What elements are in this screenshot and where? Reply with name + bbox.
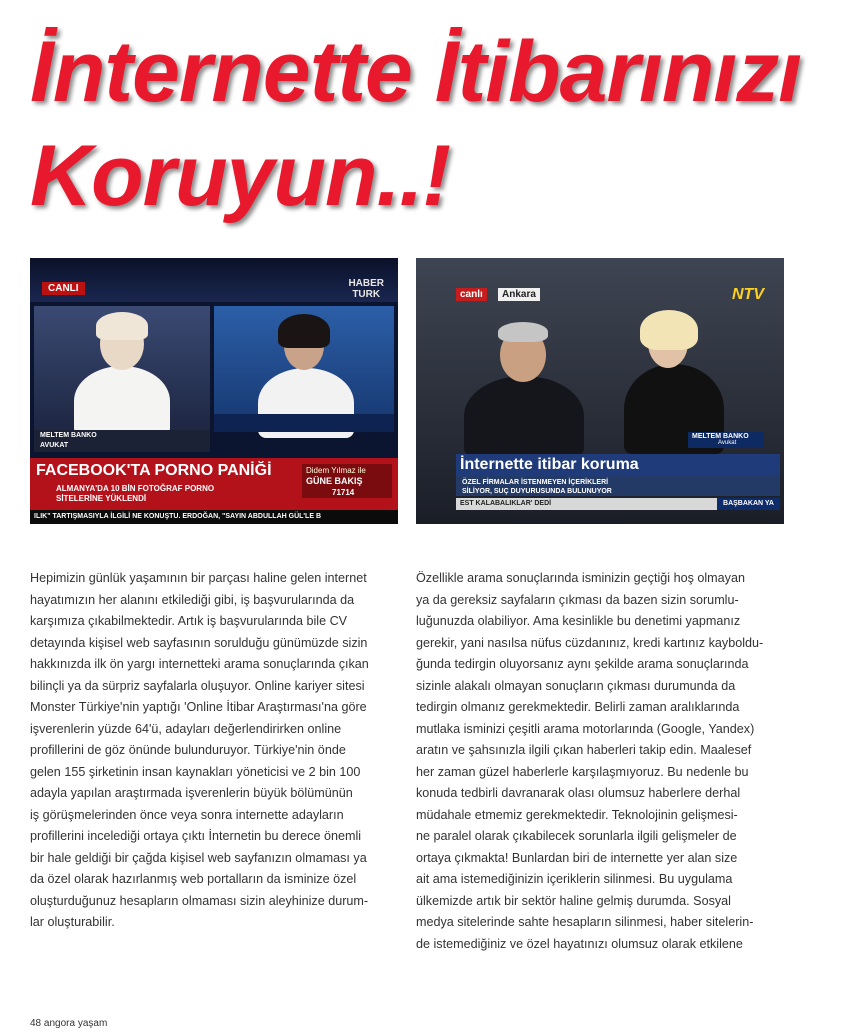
body-line: gelen 155 şirketinin insan kaynakları yöneticisi ve 2 bin 100 bbox=[30, 764, 361, 779]
live-badge: CANLI bbox=[42, 282, 85, 295]
channel-logo-line-1: HABER bbox=[348, 278, 384, 289]
lower-third-sub-1: ALMANYA'DA 10 BİN FOTOĞRAF PORNO bbox=[56, 484, 215, 493]
guest-name: MELTEM BANKO bbox=[692, 433, 749, 440]
body-line: medya sitelerinde sahte hesapların silinmesi, haber sitelerin- bbox=[416, 915, 754, 929]
body-line: hayatımızın her alanını etkilediği gibi, iş başvurularında da bbox=[30, 592, 355, 607]
channel-logo bbox=[348, 278, 384, 300]
body-line: müdahale etmemiz gerekmektedir. Teknolojinin gelişmesi- bbox=[416, 807, 738, 822]
body-line: işverenlerin yüzde 64'ü, adayları değerlendirirken online bbox=[30, 721, 342, 736]
body-line: ortaya çıkmakta! Bunlardan biri de internette yer alan size bbox=[416, 850, 738, 865]
body-line: sizinle alakalı olmayan sonuçların çıkması durumunda da bbox=[416, 678, 736, 693]
body-line: de istemediğiniz ve özel hayatınızı olumsuz olarak etkilene bbox=[416, 936, 743, 951]
program-badge bbox=[302, 464, 392, 498]
lower-third-sub-1: ÖZEL FİRMALAR İSTENMEYEN İÇERİKLERİ bbox=[462, 479, 609, 486]
body-line: tedirgin olmanız gerekmektedir. Belirli zaman aralıklarında bbox=[416, 700, 740, 714]
body-line: profillerini de göz önünde bulunduruyor. Türkiye'nin önde bbox=[30, 743, 346, 757]
body-line: Monster Türkiye'nin yaptığı 'Online İtibar Araştırması'na göre bbox=[30, 700, 367, 714]
anchor-panel bbox=[214, 306, 394, 432]
body-line: lar oluşturabilir. bbox=[30, 915, 115, 929]
tv-top-bar bbox=[30, 258, 398, 302]
tv-screenshot-ntv bbox=[416, 258, 784, 524]
lower-third-sub-2: SİLİYOR, SUÇ DUYURUSUNDA BULUNUYOR bbox=[462, 488, 612, 495]
body-line: ülkemizde artık bir sektör haline gelmiş durumda. Sosyal bbox=[416, 893, 731, 908]
lower-third-sub bbox=[456, 476, 780, 496]
lower-third-sub bbox=[56, 484, 214, 504]
body-line: ğunda tedirgin oluyorsanız aynı şekilde arama sonuçlarında bbox=[416, 657, 749, 671]
live-badge: canlı bbox=[456, 288, 487, 301]
body-line: detayında kişisel web sayfasının sorulduğu günümüzde sizin bbox=[30, 635, 368, 650]
channel-logo-line-2: TURK bbox=[352, 289, 381, 300]
body-line: bir hale geldiği bir çağda kişisel web sayfanızın olmaması ya bbox=[30, 850, 367, 865]
guest-panel bbox=[34, 306, 210, 432]
lower-third bbox=[30, 458, 398, 510]
body-line: adayla yapılan araştırmada işverenlerin büyük bölümünün bbox=[30, 786, 353, 800]
body-line: bilinçli ya da sürpriz sayfalarla oluşuyor. Online kariyer sitesi bbox=[30, 678, 365, 693]
headline-line-2: Koruyun..! bbox=[30, 128, 450, 224]
channel-logo: NTV bbox=[732, 286, 764, 303]
page-footer: 48 angora yaşam bbox=[30, 1018, 108, 1029]
anchor-figure-hair bbox=[278, 314, 330, 348]
lower-third-headline: İnternette itibar koruma bbox=[456, 454, 780, 476]
guest-role: AVUKAT bbox=[40, 442, 69, 449]
location-badge: Ankara bbox=[498, 288, 540, 301]
body-line: Özellikle arama sonuçlarında isminizin geçtiği hoş olmayan bbox=[416, 571, 745, 585]
body-line: her zaman güzel haberlerle karşılaşmıyoruz. Bu nedenle bu bbox=[416, 764, 749, 779]
news-ticker bbox=[456, 498, 780, 510]
body-line: Hepimizin günlük yaşamının bir parçası haline gelen internet bbox=[30, 571, 367, 585]
program-title: GÜNE BAKIŞ bbox=[306, 476, 363, 486]
body-line: ne paralel olarak çıkabilecek sorunlarla ilgili gelişmeler de bbox=[416, 829, 737, 843]
body-line: konuda tedbirli davranarak olası olumsuz haberlere derhal bbox=[416, 786, 741, 800]
body-line: ya da gereksiz sayfaların çıkması da bazen sizin sorumlu- bbox=[416, 592, 739, 607]
news-ticker-text: EST KALABALIKLAR' DEDİ bbox=[460, 500, 552, 507]
anchor-figure-body bbox=[464, 376, 584, 456]
news-ticker-right: BAŞBAKAN YA bbox=[717, 498, 780, 510]
lower-third-headline: FACEBOOK'TA PORNO PANİĞİ bbox=[36, 462, 272, 479]
body-line: hakkınızda ilk ön yargı internetteki arama sonuçlarında çıkan bbox=[30, 657, 369, 671]
tv-screenshot-haberturk bbox=[30, 258, 398, 524]
body-line: karşımıza çıkabilmektedir. Artık iş başvurularında bile CV bbox=[30, 614, 348, 628]
body-line: mutlaka isminizi çeşitli arama motorlarında (Google, Yandex) bbox=[416, 721, 755, 736]
program-host: Didem Yılmaz ile bbox=[306, 466, 366, 475]
body-line: da özel olarak hazırlanmış web portalların da isminize özel bbox=[30, 872, 357, 886]
news-ticker: ILIK" TARTIŞMASIYLA İLGİLİ NE KONUŞTU. ERDOĞAN, "SAYIN ABDULLAH GÜL'LE B bbox=[30, 510, 398, 524]
studio-desk bbox=[214, 414, 394, 432]
body-line: profillerini incelediği ortaya çıktı İnternetin bu derece önemli bbox=[30, 829, 362, 843]
guest-figure-body bbox=[74, 366, 170, 436]
headline bbox=[30, 20, 830, 228]
body-column-left bbox=[30, 568, 390, 934]
headline-line-1: İnternette İtibarınızı bbox=[30, 24, 802, 120]
guest-name-strap bbox=[688, 432, 764, 448]
guest-role: Avukat bbox=[718, 440, 737, 446]
guest-name: MELTEM BANKO bbox=[40, 432, 97, 439]
lower-third-sub-2: SİTELERİNE YÜKLENDİ bbox=[56, 494, 147, 503]
guest-figure-hair bbox=[640, 310, 698, 350]
body-line: aratın ve şahsınızla ilgili çıkan haberleri takip edin. Maalesef bbox=[416, 743, 752, 757]
body-line: gerekir, yani nasılsa nüfus cüzdanınız, kredi kartınız kayboldu- bbox=[416, 635, 764, 650]
body-line: oluşturduğunuz hesapların olmaması sizin aleyhinize durum- bbox=[30, 893, 369, 908]
body-line: ait ama istemediğinizin içeriklerin silinmesi. Bu uygulama bbox=[416, 872, 733, 886]
program-sms: 71714 bbox=[332, 488, 355, 497]
guest-figure-hair bbox=[96, 312, 148, 340]
body-column-right bbox=[416, 568, 776, 955]
guest-name-strap bbox=[34, 430, 210, 452]
anchor-figure-hair bbox=[498, 322, 548, 342]
body-line: luğunuzda olabiliyor. Ama kesinlikle bu denetimi yapmanız bbox=[416, 614, 741, 628]
body-line: iş görüşmelerinden önce veya sonra internette adayların bbox=[30, 807, 344, 822]
